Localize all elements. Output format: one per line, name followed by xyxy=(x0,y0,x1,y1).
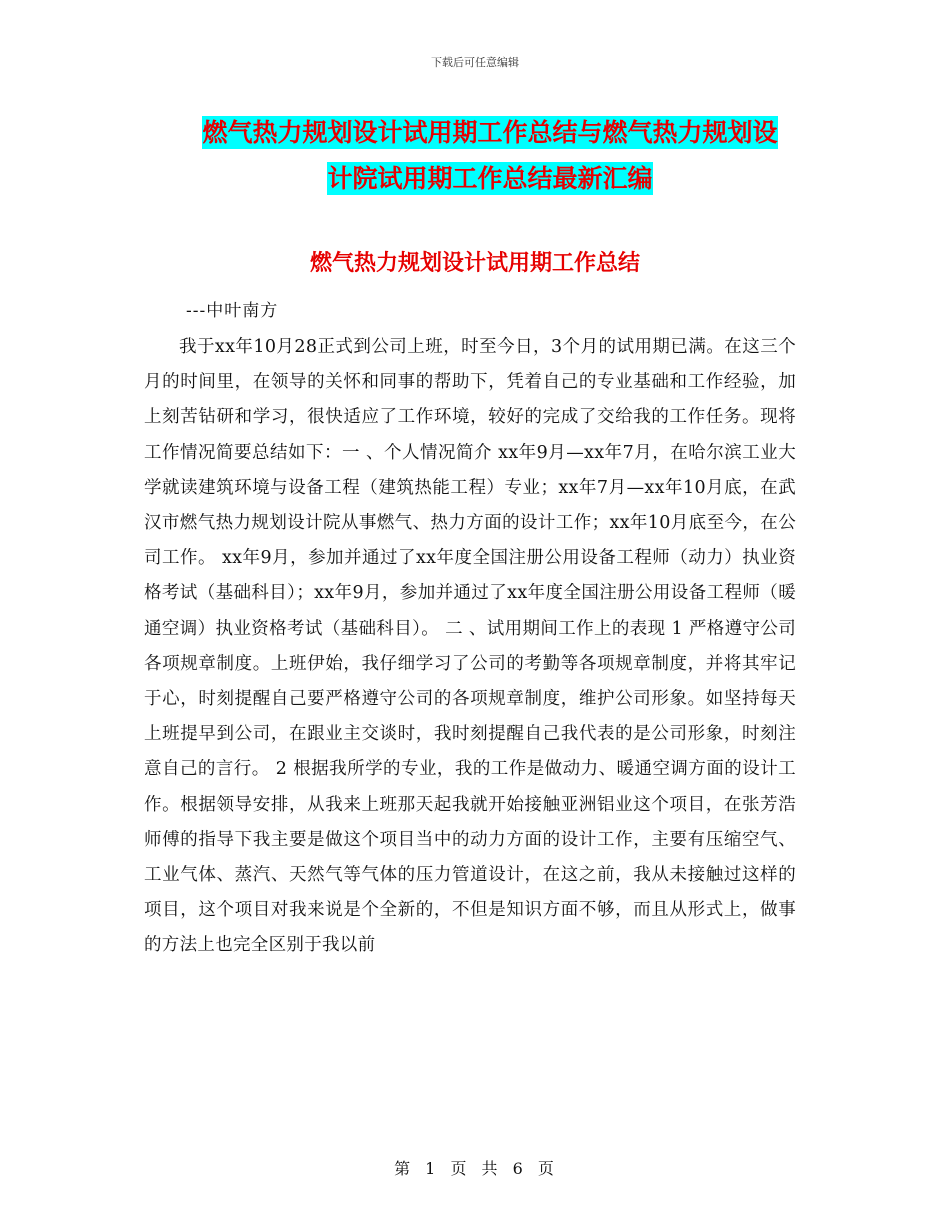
section-title: 燃气热力规划设计试用期工作总结 xyxy=(309,251,640,276)
main-title-line-2: 计院试用期工作总结最新汇编 xyxy=(327,164,653,193)
author-line: ---中叶南方 xyxy=(186,301,279,321)
main-title xyxy=(150,110,830,202)
header-note: 下载后可任意编辑 xyxy=(431,56,519,69)
body-paragraph: 我于xx年10月28正式到公司上班，时至今日，3个月的试用期已满。在这三个月的时间里，在领导的关怀和同事的帮助下，凭着自己的专业基础和工作经验，加上刻苦钻研和学习，很快适应了工作环境，较好的完成了交给我的工作任务。现将工作情况简要总结如下：一 、个人情况简介 xx年9月—xx年7月，在哈尔滨工业大学就读建筑环境与设备工程（建筑热能工程）专业；xx年7月—xx年10月底，在武汉市燃气热力规划设计院从事燃气、热力方面的设计工作；xx年10月底至今，在公司工作。 xx年9月，参加并通过了xx年度全国注册公用设备工程师（动力）执业资格考试（基础科目）；xx年9月，参加并通过了xx年度全国注册公用设备工程师（暖通空调）执业资格考试（基础科目）。 二 、试用期间工作上的表现 1 严格遵守公司各项规章制度。上班伊始，我仔细学习了公司的考勤等各项规章制度，并将其牢记于心，时刻提醒自己要严格遵守公司的各项规章制度，维护公司形象。如坚持每天上班提早到公司，在跟业主交谈时，我时刻提醒自己我代表的是公司形象，时刻注意自己的言行。 2 根据我所学的专业，我的工作是做动力、暖通空调方面的设计工作。根据领导安排，从我来上班那天起我就开始接触亚洲铝业这个项目，在张芳浩师傅的指导下我主要是做这个项目当中的动力方面的设计工作，主要有压缩空气、工业气体、蒸汽、天然气等气体的压力管道设计，在这之前，我从未接触过这样的项目，这个项目对我来说是个全新的，不但是知识方面不够，而且从形式上，做事的方法上也完全区别于我以前 xyxy=(144,337,796,956)
body-text xyxy=(144,330,796,964)
page-number-footer: 第 1 页 共 6 页 xyxy=(394,1159,556,1178)
main-title-line-1: 燃气热力规划设计试用期工作总结与燃气热力规划设 xyxy=(202,118,778,147)
